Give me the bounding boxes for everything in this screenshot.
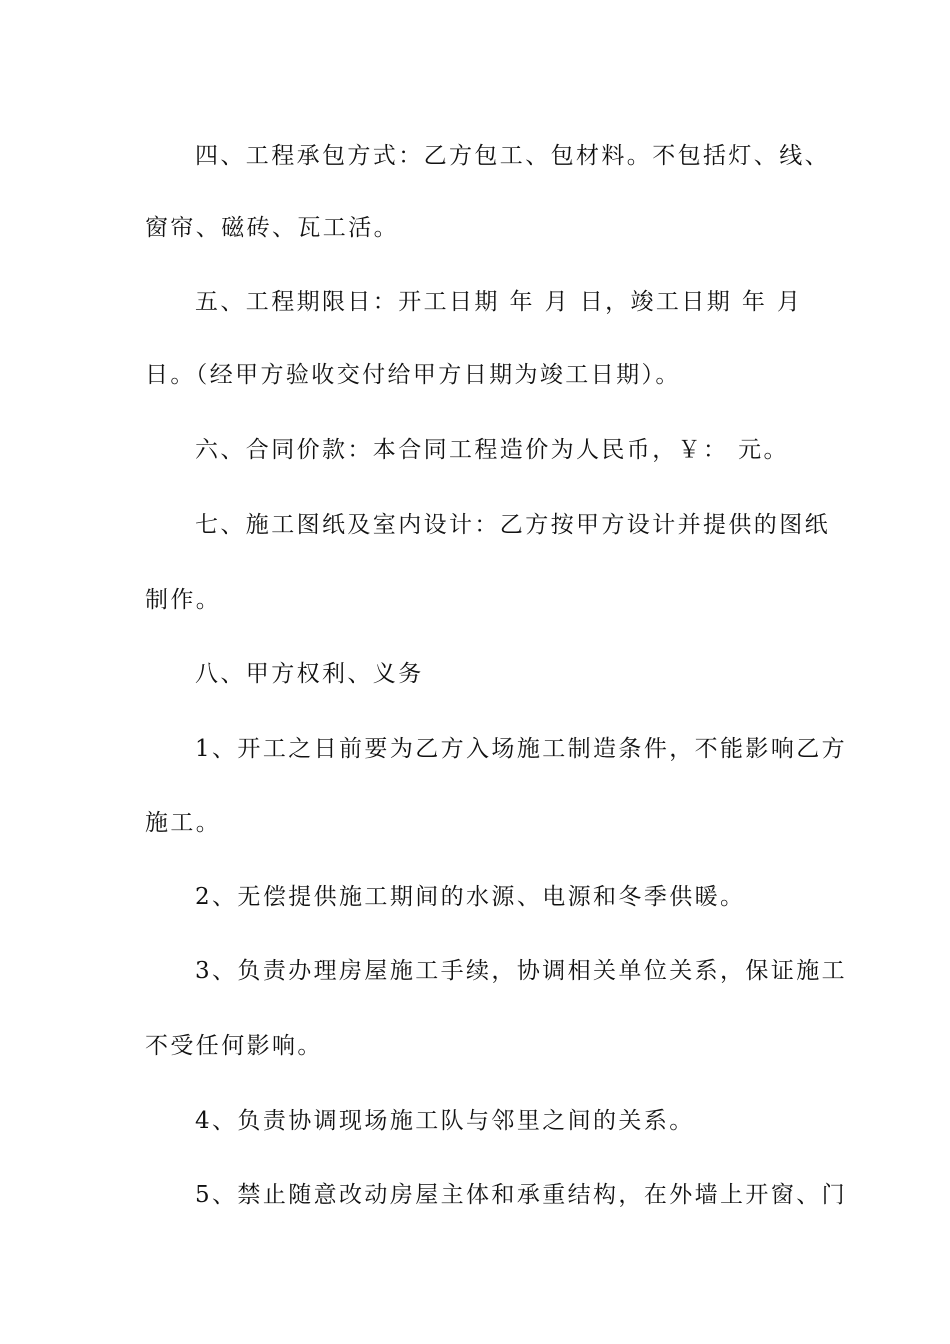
item-5-line-1: 5、禁止随意改动房屋主体和承重结构，在外墙上开窗、门 xyxy=(195,1182,848,1208)
clause-6-line-1: 六、合同价款：本合同工程造价为人民币，￥： 元。 xyxy=(195,437,789,463)
item-1-line-1: 1、开工之日前要为乙方入场施工制造条件，不能影响乙方 xyxy=(195,736,848,762)
item-4-line-1: 4、负责协调现场施工队与邻里之间的关系。 xyxy=(195,1108,695,1134)
clause-4-line-1: 四、工程承包方式：乙方包工、包材料。不包括灯、线、 xyxy=(195,143,830,169)
item-1-line-2: 施工。 xyxy=(145,810,222,836)
item-3-line-2: 不受任何影响。 xyxy=(145,1033,323,1059)
clause-5-line-2: 日。（经甲方验收交付给甲方日期为竣工日期）。 xyxy=(145,362,681,388)
clause-7-line-2: 制作。 xyxy=(145,587,222,613)
clause-5-line-1: 五、工程期限日：开工日期 年 月 日，竣工日期 年 月 xyxy=(195,289,803,315)
item-3-line-1: 3、负责办理房屋施工手续，协调相关单位关系，保证施工 xyxy=(195,958,848,984)
clause-7-line-1: 七、施工图纸及室内设计：乙方按甲方设计并提供的图纸 xyxy=(195,512,830,538)
clause-4-line-2: 窗帘、磁砖、瓦工活。 xyxy=(145,215,399,241)
item-2-line-1: 2、无偿提供施工期间的水源、电源和冬季供暖。 xyxy=(195,884,746,910)
section-8-heading: 八、甲方权利、义务 xyxy=(195,661,424,687)
